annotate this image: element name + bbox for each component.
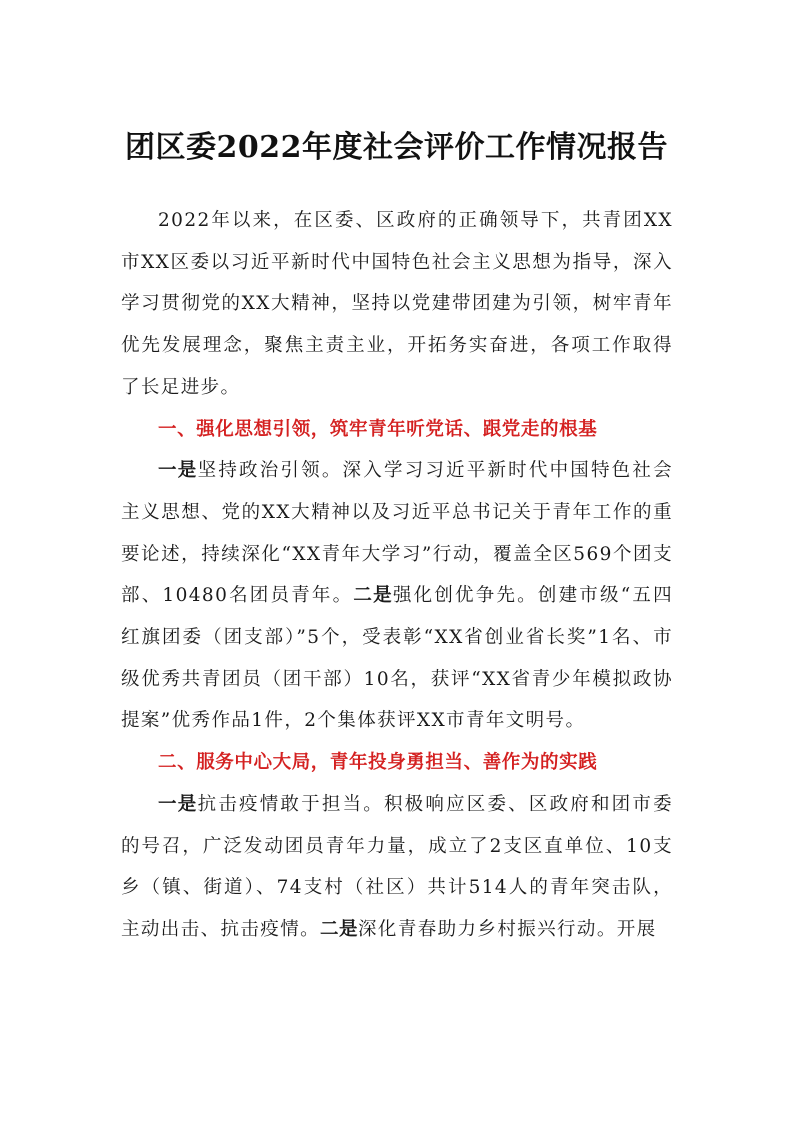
paragraph-text: 深化青春助力乡村振兴行动。开展: [358, 918, 657, 940]
lead-marker: 一是: [158, 460, 198, 482]
lead-marker: 一是: [158, 793, 198, 815]
lead-marker: 二是: [353, 585, 393, 607]
section-heading-2: 二、服务中心大局，青年投身勇担当、善作为的实践: [158, 752, 598, 774]
section-2-paragraph: [121, 784, 673, 951]
paragraph-text: 强化创优争先。创建市级“五四红旗团委（团支部）”5个，受表彰“XX省创业省长奖”1名、市级优秀共青团员（团干部）10名，获评“XX省青少年模拟政协提案”优秀作品1件，2个集体获评XX市青年文明号。: [121, 585, 673, 732]
intro-paragraph: 2022年以来，在区委、区政府的正确领导下，共青团XX市XX区委以习近平新时代中国特色社会主义思想为指导，深入学习贯彻党的XX大精神，坚持以党建带团建为引领，树牢青年优先发展理念，聚焦主责主业，开拓务实奋进，各项工作取得了长足进步。: [121, 210, 673, 398]
paragraph-text: 抗击疫情敢于担当。积极响应区委、区政府和团市委的号召，广泛发动团员青年力量，成立了2支区直单位、10支乡（镇、街道）、74支村（社区）共计514人的青年突击队，主动出击、抗击疫情。: [121, 793, 673, 940]
document-body: [121, 200, 673, 951]
section-1-paragraph: [121, 450, 673, 742]
paragraph-text: 坚持政治引领。深入学习习近平新时代中国特色社会主义思想、党的XX大精神以及习近平总书记关于青年工作的重要论述，持续深化“XX青年大学习”行动，覆盖全区569个团支部、10480名团员青年。: [121, 460, 673, 607]
section-heading-1: 一、强化思想引领，筑牢青年听党话、跟党走的根基: [158, 418, 598, 440]
page-title: 团区委2022年度社会评价工作情况报告: [125, 130, 668, 165]
lead-marker: 二是: [320, 918, 359, 940]
